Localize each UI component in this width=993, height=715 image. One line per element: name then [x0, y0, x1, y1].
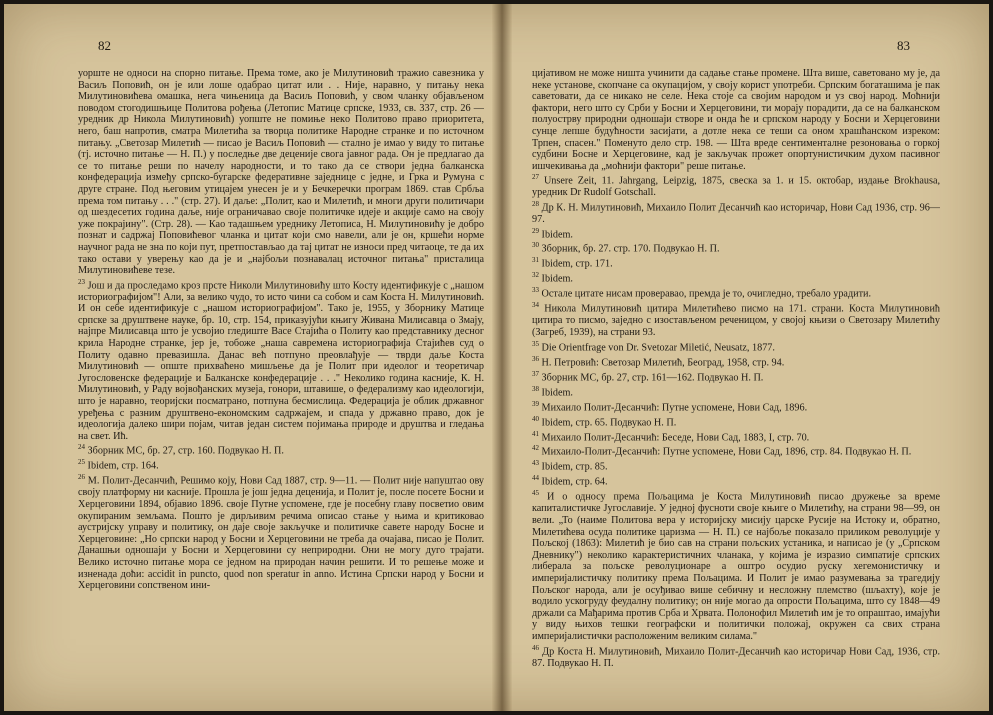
footnote-text: Зборник МС, бр. 27, стр. 160. Подвукао Н. П.: [87, 445, 284, 457]
footnote: [532, 369, 940, 384]
footnote-number: 40: [532, 414, 539, 423]
footnote: [532, 255, 940, 270]
left-page-body: [78, 68, 484, 592]
footnote: [532, 429, 940, 444]
footnote-text: Зборник, бр. 27. стр. 170. Подвукао Н. П.: [541, 243, 720, 255]
footnote: [532, 443, 940, 458]
right-page-body: [532, 68, 940, 669]
footnote: [78, 442, 484, 457]
footnote-text: Остале цитате нисам проверавао, премда је то, очигледно, требало урадити.: [541, 288, 872, 300]
footnote: [532, 488, 940, 642]
footnote: [532, 199, 940, 226]
footnote-number: 46: [532, 643, 539, 652]
footnote-text: Михаило Полит-Десанчић: Путне успомене, Нови Сад, 1896.: [541, 401, 808, 413]
footnote-text: Н. Петровић: Светозар Милетић, Београд, 1958, стр. 94.: [541, 356, 785, 368]
footnote: [532, 300, 940, 338]
footnote-number: 29: [532, 226, 539, 235]
footnote: [532, 270, 940, 285]
body-paragraph: цијативом не може ништа учинити да садање стање промене. Шта више, саветовано му је, да неке установе, скопчане са окупацијом, у своју корист употреби. Српским богаташима је пак саветовати, да се никако не селе. Нека стоје са својим народом и уз свој народ. Моћнији фактори, него што су Срби у Босни и Херцеговини, ти морају порадити, да се на балканском полуострву природни одношаји створе и онда ће и српском народу у Босни и Херцеговини сунце лепше будућности засијати, а дотле нека се теши са оном храшћанском изреком: Трпен, спасен." Поменуто дело стр. 198. — Шта вреде сентименталне резоновања о горкој судбини Босне и Херцеговине, кад је закључак прожет опортунистичким духом пасивног ишчекивања да „моћнији фактори" реше питање.: [532, 68, 940, 172]
book-spread: [4, 4, 989, 711]
footnote-text: Ibidem, стр. 64.: [541, 476, 608, 488]
footnote-text: Зборник МС, бр. 27, стр. 161—162. Подвукао Н. П.: [541, 371, 764, 383]
footnote-number: 44: [532, 474, 539, 483]
footnote-text: Ibidem.: [541, 386, 573, 398]
footnote-number: 25: [78, 458, 85, 467]
footnote: [532, 354, 940, 369]
footnote-number: 34: [532, 301, 539, 310]
footnote-number: 23: [78, 277, 85, 286]
footnote-number: 39: [532, 399, 539, 408]
footnote: [532, 473, 940, 488]
footnote: [78, 457, 484, 472]
footnote: [532, 172, 940, 199]
footnote-number: 41: [532, 429, 539, 438]
book-gutter: [492, 4, 512, 711]
footnote-number: 45: [532, 489, 539, 498]
footnote-number: 30: [532, 241, 539, 250]
footnote-text: Die Orientfrage von Dr. Svetozar Miletić, Neusatz, 1877.: [541, 341, 775, 353]
footnote-number: 36: [532, 354, 539, 363]
footnote: [532, 285, 940, 300]
footnote: [532, 384, 940, 399]
footnote: [78, 472, 484, 591]
footnote-text: Још и да проследамо кроз прсте Николи Милутиновићу што Косту идентификује с „нашом историографијом"! Али, за велико чудо, то исто чини са собом и сам Коста Н. Милутиновић. И он себе идентификује с „нашом историографијом". Тако је, 1955, у Зборнику Матице српске за друштвене науке, бр. 10, стр. 154, приказујући књигу Живана Милисавца о Змају, најпре Милисавца што је усвојио гледиште Васе Стајића о Политу као представнику десног крила Народне странке, јер је, тобоже „наша савремена историографија Стајићев суд о Политу одавно превазишла. Данас већ потпуно преовлађује — тврди даље Коста Милутиновић — опште прихваћено мишљење да је Полит при идеолог и теоретичар Југословенске федерације и Балканске конфедерације . . ." Неколико година касније, К. Н. Милутиновић, у Раду војвођанских музеја, гонори, штавише, о федерализму као идеологији, што је наравно, теоријски посматрано, потпуна бесмислица. Федерација је облик државног уређења с разним друштвено-економским садржајем, и спада у државно право, док је идеологија далеко шири појам, читав један систем појимања природе и друштва и гледања на свет. Ић.: [78, 280, 484, 442]
footnote: [532, 226, 940, 241]
footnote-number: 24: [78, 443, 85, 452]
footnote: [532, 240, 940, 255]
footnote-number: 26: [78, 473, 85, 482]
footnote: [532, 414, 940, 429]
footnote-text: Ibidem, стр. 164.: [87, 460, 159, 472]
body-paragraph: уоpште не односи на спорно питање. Према томе, ако је Милутиновић тражио савезника у Васиљ Поповић, он је или лоше одабрао цитат или . . Није, наравно, у питању нека Милутиновићева омашка, нега чињеница да Васиљ Поповић, у свом чланку објављеном поводом стогодишњице Политова рођења (Летопис Матице српске, 1933, св. 337, стр. 26 — уредник др Никола Милутиновић) уопште не помиње нeкo Политово право приоритета, него, баш напротив, сматра Милетића за творца политике Народне странке и по источном питању. „Светозар Милетић — писао је Васиљ Поповић — стално је имао у виду то питање (тј. источно питање — Н. П.) у последње две деценије свога јавног рада. Он је предлагао да се то питање реши по начелу народности, и то тако да се створи једна балканска конфедерација између српско-бугарске федеративне заједнице с једне, и Грка и Румуна с друге стране. Под његовим утицајем унесен је и у Бечкеречки програм 1869. став Србља према том питању . . ." (стр. 27). И даље: „Полит, као и Милетић, и многи други политичари од шездесетих година даље, није ограничавао своје политичке идеје и акције само на своју уже покрајину". (Стр. 28). — Као тадашњем уреднику Летописа, Н. Милутиновићу је добро познат и садржај Поповићевог чланка и цитат који смо навели, али је он, кршећи норме научног рада не зна по који пут, претпостављао да тај цитат не износи пред читаоце, те да их тако остави у уверењу као да је и „најбољи познавалац источног питања" присталица Милутиновићеве тезе.: [78, 68, 484, 277]
footnote-number: 28: [532, 199, 539, 208]
footnote-text: Др К. Н. Милутиновић, Михаило Полит Десанчић као историчар, Нови Сад 1936, стр. 96—97.: [532, 202, 940, 225]
footnote-text: Ibidem.: [541, 273, 573, 285]
footnote-text: Никола Милутиновић цитира Милетићево писмо на 171. страни. Коста Милутиновић цитира то писмо, заједно с изостављеном реченицом, у својој књизи о Светозару Милетићу (Загреб, 1939), на страни 93.: [532, 303, 941, 338]
footnote-text: М. Полит-Десанчић, Решимо коју, Нови Сад 1887, стр. 9—11. — Полит није напуштао ову своју платформу ни касније. Прошла је још једна деценија, и Полит је, после посете Босни и Херцеговини 1894, објавио 1896. своје Путне успомене, где је посебну главу посветио овим окупираним земљама. Пошто је дирљивим речима описао стање у њима и критиковао аустријску управу и политику, он даје своје закључке и политичке савете народу Босне и Херцеговине: „Но српски народ у Босни и Херцеговини не треба да очајава, писао је Полит. Данашњи одношаји у Босни и Херцеговини су неприродни. Они не могу дуго трајати. Велико источно питање мора се једном на природан начин решити. И то решење може и изненада доћи: accidit in puncto, quod non speratur in anno. Истина Српски народ у Босни и Херцеговини сопственом ини-: [78, 475, 485, 592]
footnote-text: Др Коста Н. Милутиновић, Михаило Полит-Десанчић као историчар Нови Сад, 1936, стр. 87. Подвукао Н. П.: [532, 645, 941, 669]
footnote-text: И о односу према Пољацима је Коста Милутиновић писао дружење за време капиталистичке Југославије. У једној фусноти своје књиге о Милетићу, на страни 98—99, он вели. „То (наиме Политова вера у историјску мисију царске Русије на Истоку и, обратно, Милетићева осуда политике царизма — Н. П.) се најбоље показало приликом револуције у Пољској (1863): Милетић је био сав на страни пољских устаника, и написао је (у „Српском Дневнику") неколико карактеристичних чланака, у којима је изразио симпатије српских либерала за пољске револуционаре а оштро осудио руску хегемонистичку и империјалистичку политику према Пољацима. И Полит је имао разумевања за трагедију Пољског народа, али је осуђивао више себичну и несложну племство (шљахту), које је водило ускогруду феудалну политику; он није могао да опрости Пољацима, што су 1848—49 држали са Мађарима против Срба и Хрвата. Полонофил Милетић им је то опраштао, имајући у виду њихов тешки географски и политички положај, окружен са свих страна империјалистички расположеним великим силама.": [532, 491, 940, 642]
footnote: [532, 643, 940, 670]
footnote-text: Михаило Полит-Десанчић: Беседе, Нови Сад, 1883, I, стр. 70.: [541, 431, 810, 443]
footnote-number: 35: [532, 339, 539, 348]
footnote-text: Ibidem.: [541, 228, 573, 240]
footnote-number: 43: [532, 459, 539, 468]
footnote-number: 38: [532, 384, 539, 393]
footnote: [532, 339, 940, 354]
footnote-text: Ibidem, стр. 65. Подвукао Н. П.: [541, 416, 677, 428]
footnote-text: Михаило-Полит-Десанчић: Путне успомене, Нови Сад, 1896, стр. 84. Подвукао Н. П.: [541, 446, 912, 458]
footnote: [532, 399, 940, 414]
page-number-right: 83: [897, 38, 910, 53]
footnote: [532, 458, 940, 473]
footnote-number: 37: [532, 369, 539, 378]
footnote-text: Unsere Zeit, 11. Jahrgang, Leipzig, 1875, свеска за 1. и 15. октобар, издање Brokhausa, уредник Dr Rudolf Gotschall.: [532, 175, 941, 199]
footnote-number: 33: [532, 286, 539, 295]
footnote: [78, 277, 484, 443]
footnote-number: 31: [532, 256, 539, 265]
footnote-number: 27: [532, 173, 539, 182]
page-number-left: 82: [98, 38, 111, 53]
footnote-text: Ibidem, стр. 171.: [541, 258, 613, 270]
footnote-number: 42: [532, 444, 539, 453]
footnote-text: Ibidem, стр. 85.: [541, 461, 608, 473]
footnote-number: 32: [532, 271, 539, 280]
